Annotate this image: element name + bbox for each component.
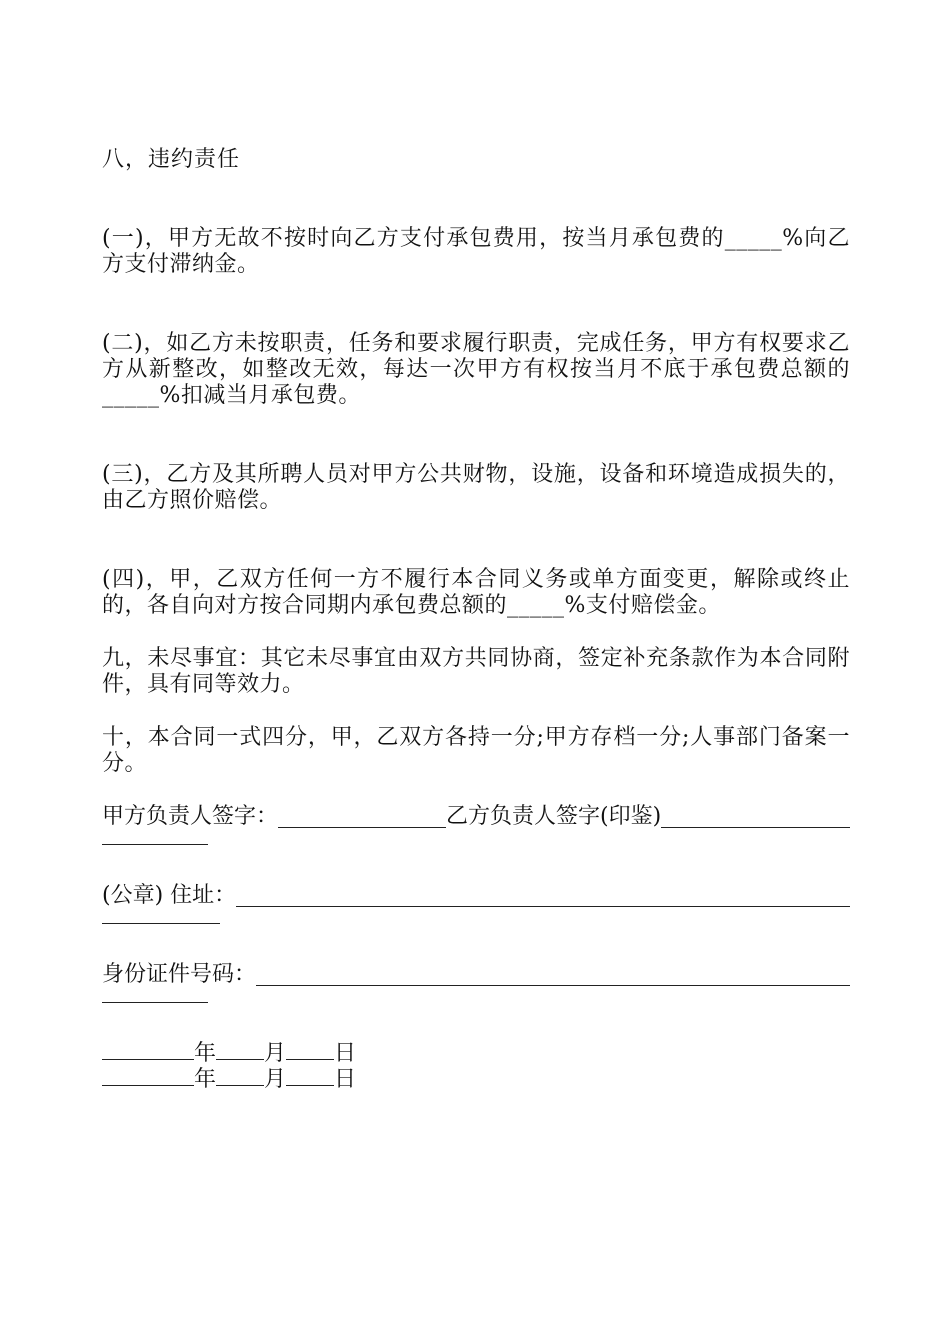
signature-line-address xyxy=(102,883,850,909)
clause-1: (一)，甲方无故不按时向乙方支付承包费用，按当月承包费的_____%向乙方支付滞纳金。 xyxy=(102,226,850,277)
day-blank[interactable] xyxy=(286,1067,334,1086)
year-label: 年 xyxy=(194,1067,217,1092)
day-label: 日 xyxy=(334,1067,357,1092)
clause-4: (四)，甲，乙双方任何一方不履行本合同义务或单方面变更，解除或终止的，各自向对方按合同期内承包费总额的_____%支付赔偿金。 xyxy=(102,567,850,618)
month-blank[interactable] xyxy=(216,1067,264,1086)
section-10-copies: 十，本合同一式四分，甲，乙双方各持一分;甲方存档一分;人事部门备案一分。 xyxy=(102,725,850,776)
year-label: 年 xyxy=(194,1041,217,1066)
id-number-label: 身份证件号码： xyxy=(102,962,257,987)
date-line-2 xyxy=(102,1067,850,1093)
month-blank[interactable] xyxy=(216,1041,264,1060)
party-b-signature-field-continued[interactable] xyxy=(102,830,208,845)
address-field[interactable] xyxy=(236,888,850,907)
address-field-continued[interactable] xyxy=(102,909,220,924)
clause-2: (二)，如乙方未按职责，任务和要求履行职责，完成任务，甲方有权要求乙方从新整改，如整改无效，每达一次甲方有权按当月不底于承包费总额的_____%扣减当月承包费。 xyxy=(102,331,850,408)
day-blank[interactable] xyxy=(286,1041,334,1060)
clause-3: (三)，乙方及其所聘人员对甲方公共财物，设施，设备和环境造成损失的，由乙方照价赔偿。 xyxy=(102,462,850,513)
signature-line-parties xyxy=(102,804,850,830)
address-label: (公章) 住址： xyxy=(102,883,237,908)
month-label: 月 xyxy=(264,1041,287,1066)
year-blank[interactable] xyxy=(102,1041,194,1060)
section-heading-breach: 八，违约责任 xyxy=(102,147,241,172)
month-label: 月 xyxy=(264,1067,287,1092)
party-a-signature-label: 甲方负责人签字： xyxy=(102,804,279,829)
date-block xyxy=(102,1041,850,1093)
party-a-signature-field[interactable] xyxy=(278,809,446,828)
signature-block xyxy=(102,804,850,1093)
signature-line-id xyxy=(102,962,850,988)
id-number-field-continued[interactable] xyxy=(102,988,208,1003)
section-9-other-matters: 九，未尽事宜：其它未尽事宜由双方共同协商，签定补充条款作为本合同附件，具有同等效力。 xyxy=(102,646,850,697)
date-line-1 xyxy=(102,1041,850,1067)
party-b-signature-field[interactable] xyxy=(661,809,850,828)
day-label: 日 xyxy=(334,1041,357,1066)
id-number-field[interactable] xyxy=(256,967,850,986)
year-blank[interactable] xyxy=(102,1067,194,1086)
party-b-signature-label: 乙方负责人签字(印鉴) xyxy=(446,804,662,829)
